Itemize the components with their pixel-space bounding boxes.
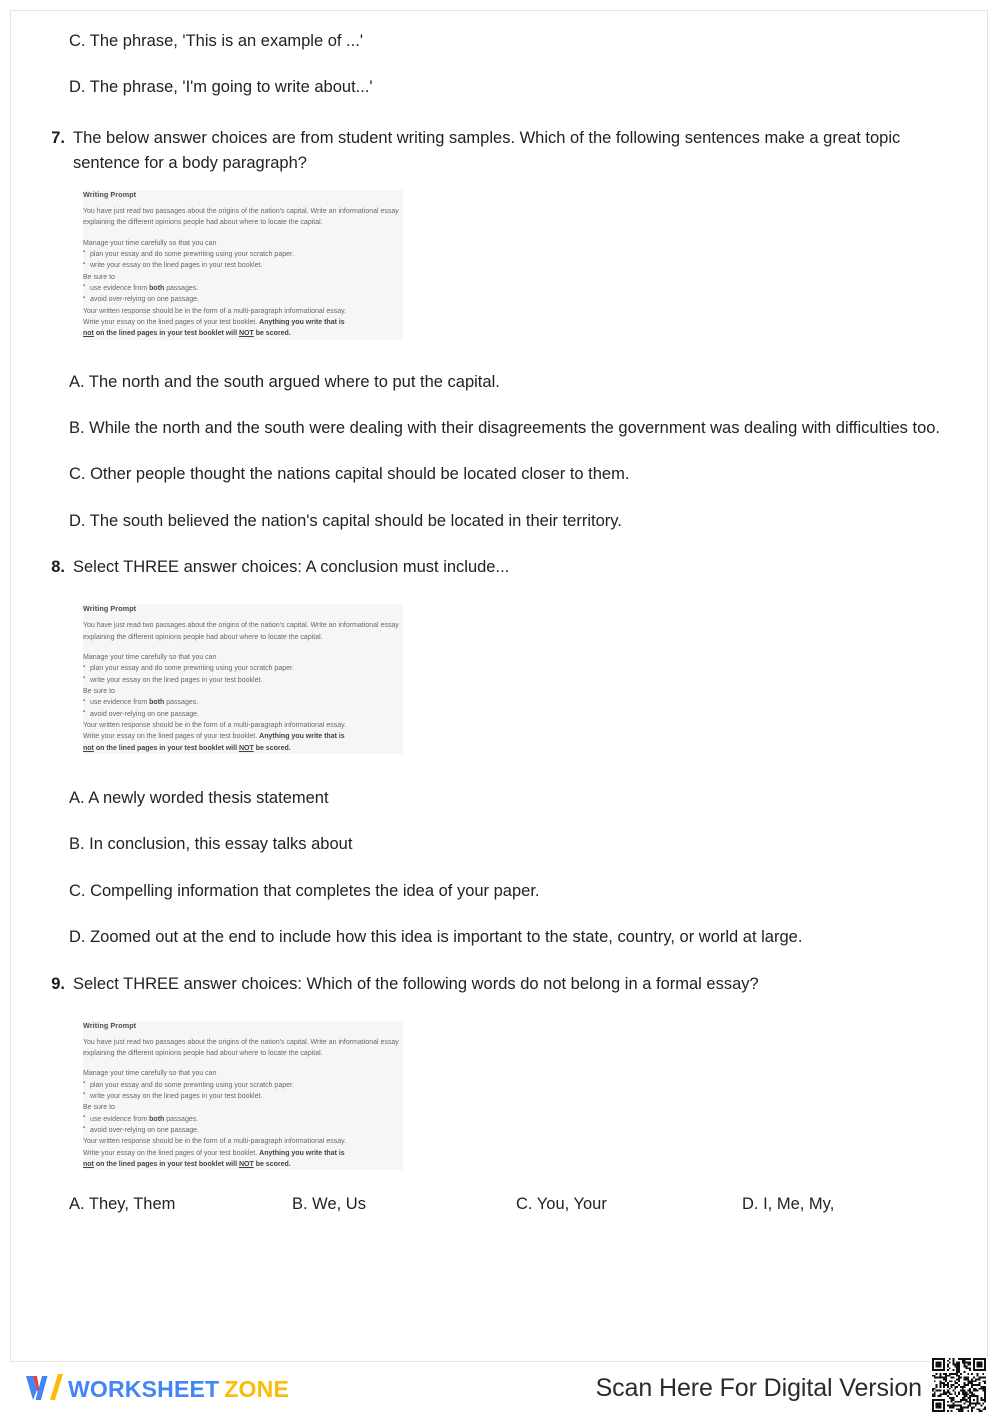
writing-prompt-image-q9 — [83, 1021, 403, 1171]
writing-prompt-bullet-1: ▪ plan your essay and do some prewriting using your scratch paper. — [83, 249, 403, 260]
writing-prompt-intro: You have just read two passages about the origins of the nation's capital. Write an informational essay explaining the different opinions people had about where to locate the capital. — [83, 207, 399, 227]
question-8-choice-a: A. A newly worded thesis statement — [69, 788, 329, 807]
writing-prompt-bullet-3 — [83, 283, 403, 294]
writing-prompt-closing-1: Your written response should be in the form of a multi-paragraph informational essay. — [83, 721, 347, 729]
closing-2-bold: Anything you write that is — [259, 318, 345, 326]
question-9-choice-c: C. You, Your — [516, 1195, 607, 1214]
writing-prompt-closing-1: Your written response should be in the form of a multi-paragraph informational essay. — [83, 1138, 347, 1146]
writing-prompt-bullet-2: ▪ write your essay on the lined pages in your test booklet. — [83, 675, 403, 686]
question-7-choice-c: C. Other people thought the nations capital should be located closer to them. — [69, 465, 630, 484]
closing-3-not-word: not — [83, 1160, 94, 1168]
orphan-choice-d: D. The phrase, 'I'm going to write about...' — [69, 78, 373, 97]
worksheet-zone-logo[interactable] — [22, 1369, 289, 1409]
closing-3-end: be scored. — [253, 330, 291, 338]
logo-wordmark — [68, 1376, 289, 1403]
worksheet-content — [11, 11, 989, 1217]
writing-prompt-title: Writing Prompt — [83, 604, 137, 614]
writing-prompt-closing-3 — [83, 328, 403, 339]
writing-prompt-bullet-3 — [83, 1114, 403, 1125]
closing-3-not-caps: NOT — [238, 330, 254, 338]
writing-prompt-intro: You have just read two passages about the origins of the nation's capital. Write an informational essay explaining the different opinions people had about where to locate the capital. — [83, 1038, 399, 1057]
question-9-choices-row — [39, 1192, 959, 1216]
logo-zone-text: ZONE — [224, 1375, 290, 1402]
writing-prompt-manage-line: Manage your time carefully so that you can — [83, 1070, 217, 1078]
writing-prompt-bullet-4: ▪ avoid over-relying on one passage. — [83, 294, 403, 305]
question-9 — [39, 972, 959, 997]
question-9-choice-d: D. I, Me, My, — [742, 1195, 835, 1214]
closing-3-mid: on the lined pages in your test booklet will — [93, 744, 239, 752]
worksheet-zone-logo-icon — [22, 1370, 66, 1408]
closing-3-mid: on the lined pages in your test booklet will — [93, 330, 239, 338]
question-9-choice-b: B. We, Us — [292, 1195, 366, 1214]
question-8-number: 8. — [51, 558, 65, 577]
qr-code[interactable] — [930, 1356, 988, 1414]
page-footer — [0, 1363, 1000, 1414]
question-7-number: 7. — [51, 128, 65, 147]
closing-2-plain: Write your essay on the lined pages of your test booklet. — [83, 318, 260, 326]
bullet-3-pre: use evidence from — [90, 1115, 150, 1123]
orphan-choice-c: C. The phrase, 'This is an example of ...' — [69, 32, 363, 50]
bullet-3-bold: both — [149, 284, 165, 292]
writing-prompt-manage-line: Manage your time carefully so that you can — [83, 239, 217, 247]
question-7-choice-d: D. The south believed the nation's capital should be located in their territory. — [69, 511, 622, 530]
closing-3-not-caps: NOT — [238, 1160, 254, 1168]
writing-prompt-bullet-2: ▪ write your essay on the lined pages in your test booklet. — [83, 260, 403, 271]
question-7-text: The below answer choices are from student writing samples. Which of the following sentences make a great topic sentence for a body paragraph? — [73, 128, 901, 172]
closing-2-bold: Anything you write that is — [259, 1149, 345, 1157]
bullet-3-pre: use evidence from — [90, 699, 150, 707]
writing-prompt-be-sure-line: Be sure to — [83, 1104, 115, 1112]
question-8-choice-d: D. Zoomed out at the end to include how this idea is important to the state, country, or world at large. — [69, 928, 803, 947]
writing-prompt-bullet-1: ▪ plan your essay and do some prewriting using your scratch paper. — [83, 663, 403, 674]
bullet-3-post: passages. — [164, 1115, 199, 1123]
question-9-choice-a: A. They, Them — [69, 1195, 176, 1214]
writing-prompt-intro: You have just read two passages about the origins of the nation's capital. Write an informational essay explaining the different opinions people had about where to locate the capital. — [83, 622, 399, 641]
logo-worksheet-text: WORKSHEET — [68, 1375, 220, 1402]
question-8-choice-c: C. Compelling information that completes the idea of your paper. — [69, 881, 540, 900]
question-8-choice-b: B. In conclusion, this essay talks about — [69, 835, 353, 854]
question-7-choice-a: A. The north and the south argued where to put the capital. — [69, 372, 500, 391]
writing-prompt-image-q7 — [83, 190, 403, 340]
closing-2-plain: Write your essay on the lined pages of your test booklet. — [83, 733, 260, 741]
writing-prompt-bullet-1: ▪ plan your essay and do some prewriting using your scratch paper. — [83, 1080, 403, 1091]
question-9-text: Select THREE answer choices: Which of the following words do not belong in a formal essay? — [73, 974, 759, 993]
writing-prompt-closing-2 — [83, 731, 403, 742]
closing-3-not-caps: NOT — [238, 744, 254, 752]
closing-3-end: be scored. — [253, 1160, 291, 1168]
closing-2-plain: Write your essay on the lined pages of your test booklet. — [83, 1149, 260, 1157]
scan-section — [596, 1363, 988, 1414]
question-7-choice-b: B. While the north and the south were dealing with their disagreements the government was dealing with difficulties too. — [69, 418, 941, 437]
writing-prompt-closing-2 — [83, 317, 403, 328]
writing-prompt-image-q8 — [83, 604, 403, 754]
writing-prompt-be-sure-line: Be sure to — [83, 687, 115, 695]
writing-prompt-manage-line: Manage your time carefully so that you can — [83, 653, 217, 661]
closing-3-mid: on the lined pages in your test booklet will — [93, 1160, 239, 1168]
closing-3-not-word: not — [83, 330, 94, 338]
writing-prompt-title: Writing Prompt — [83, 1020, 137, 1030]
writing-prompt-bullet-4: ▪ avoid over-relying on one passage. — [83, 709, 403, 720]
scan-here-label: Scan Here For Digital Version — [595, 1374, 922, 1402]
question-7 — [39, 126, 959, 176]
bullet-3-post: passages. — [164, 284, 199, 292]
writing-prompt-bullet-3 — [83, 697, 403, 708]
bullet-3-post: passages. — [164, 699, 199, 707]
question-8 — [39, 555, 959, 580]
closing-3-end: be scored. — [253, 744, 291, 752]
question-9-number: 9. — [51, 974, 65, 993]
closing-2-bold: Anything you write that is — [259, 733, 345, 741]
writing-prompt-closing-1: Your written response should be in the form of a multi-paragraph informational essay. — [83, 307, 347, 315]
writing-prompt-bullet-2: ▪ write your essay on the lined pages in your test booklet. — [83, 1091, 403, 1102]
closing-3-not-word: not — [83, 744, 94, 752]
bullet-3-bold: both — [149, 1115, 165, 1123]
writing-prompt-title: Writing Prompt — [83, 189, 137, 199]
writing-prompt-be-sure-line: Be sure to — [83, 273, 115, 281]
writing-prompt-closing-3 — [83, 743, 403, 754]
bullet-3-pre: use evidence from — [90, 284, 150, 292]
bullet-3-bold: both — [149, 699, 165, 707]
writing-prompt-bullet-4: ▪ avoid over-relying on one passage. — [83, 1125, 403, 1136]
worksheet-page — [10, 10, 988, 1362]
writing-prompt-closing-2 — [83, 1148, 403, 1159]
writing-prompt-closing-3 — [83, 1159, 403, 1170]
question-8-text: Select THREE answer choices: A conclusion must include... — [73, 558, 510, 577]
